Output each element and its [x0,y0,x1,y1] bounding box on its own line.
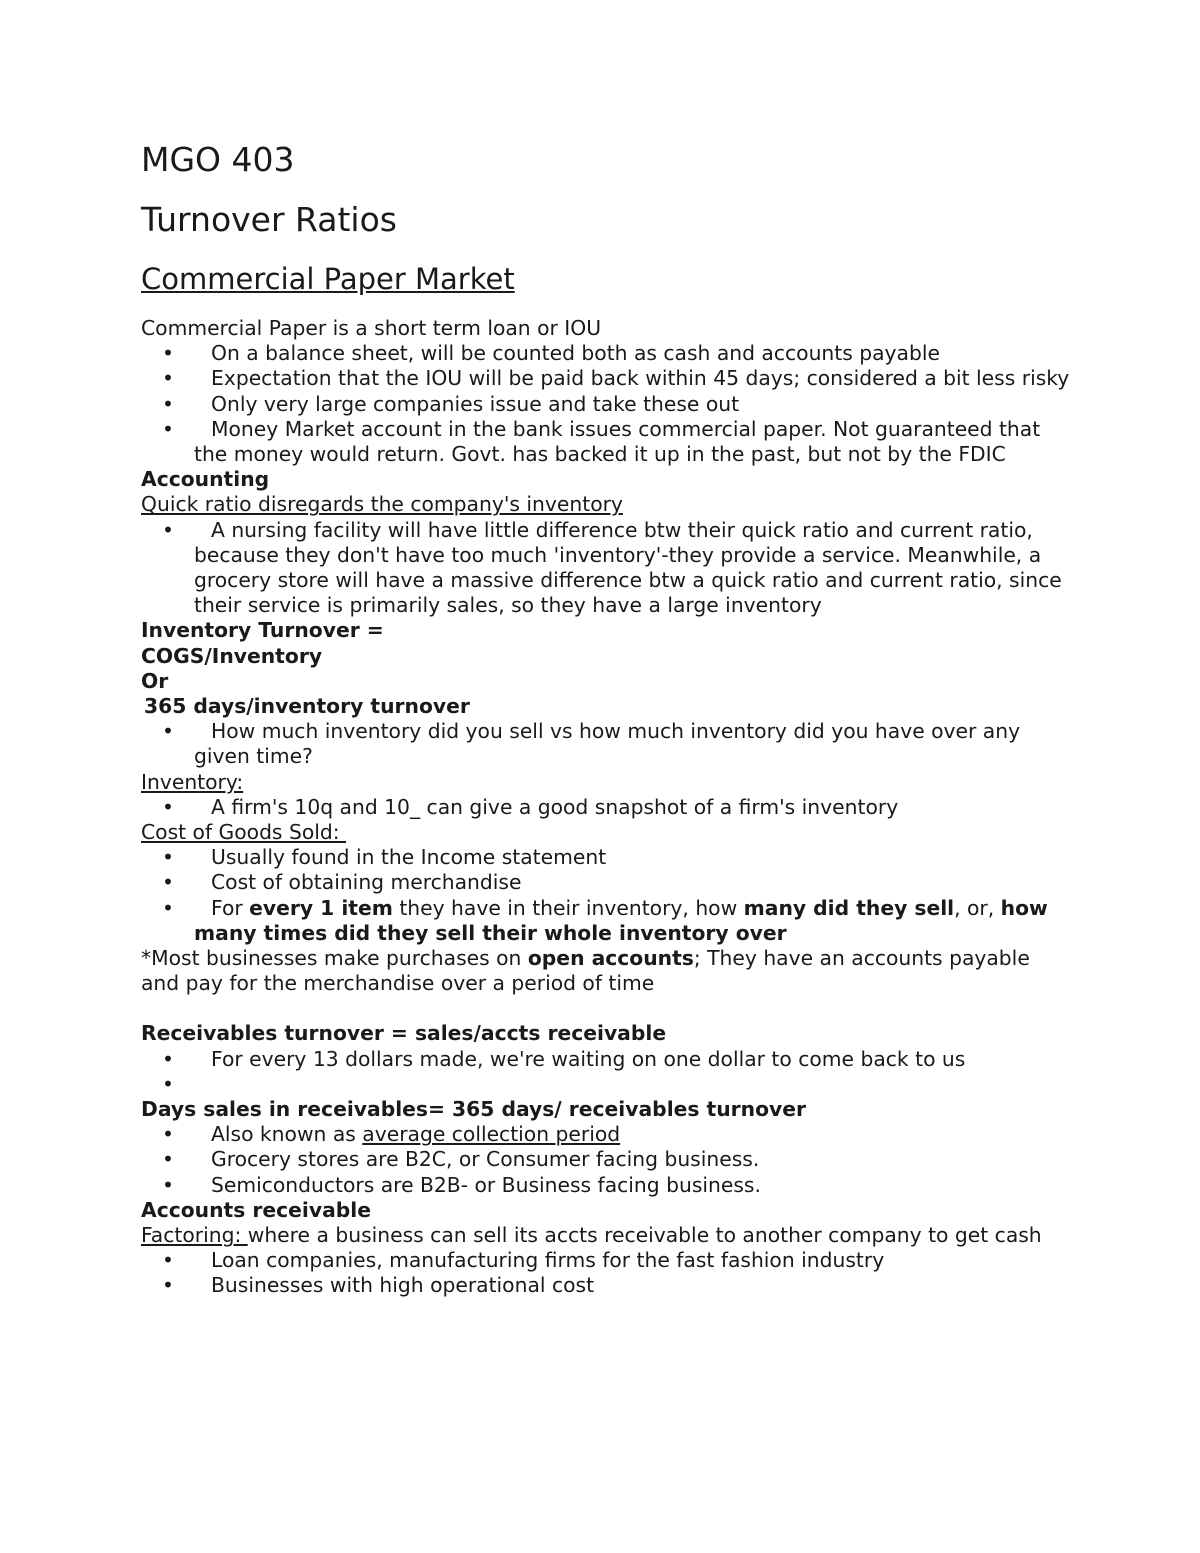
list-item: • Semiconductors are B2B- or Business facing business. [141,1173,1071,1198]
inventory-bullet-list [141,795,1071,820]
bullet-icon: • [162,517,174,542]
bullet-icon: • [162,341,174,366]
list-item: • Expectation that the IOU will be paid back within 45 days; considered a bit less risky [141,366,1071,391]
bullet-icon: • [162,895,174,920]
list-item: • How much inventory did you sell vs how much inventory did you have over any given time? [141,719,1071,769]
open-accounts-note: *Most businesses make purchases on open accounts; They have an accounts payable and pay for the merchandise over a period of time [141,946,1030,996]
inventory-turnover-bullet-list [141,719,1071,769]
list-item: • For every 13 dollars made, we're waiting on one dollar to come back to us [141,1047,1071,1072]
list-item: • Grocery stores are B2C, or Consumer facing business. [141,1147,1071,1172]
course-title: MGO 403 [141,140,295,179]
list-item: • Loan companies, manufacturing firms for the fast fashion industry [141,1248,1071,1273]
list-item: • Also known as average collection period [141,1122,1071,1147]
topic-title: Turnover Ratios [141,200,397,239]
receivables-bullet-list [141,1047,1071,1097]
bullet-icon: • [162,366,174,391]
factoring-bullet-list [141,1248,1071,1298]
bullet-icon: • [162,870,174,895]
cp-bullet-list [141,341,1071,467]
bullet-icon: • [162,1172,174,1197]
document-body [141,316,1071,1299]
inventory-turnover-formula-line2: COGS/Inventory [141,643,323,668]
days-sales-bullet-list [141,1122,1071,1198]
inventory-turnover-formula: Inventory Turnover = [141,618,384,643]
list-item: • A firm's 10q and 10_ can give a good snapshot of a firm's inventory [141,795,1071,820]
cp-intro: Commercial Paper is a short term loan or IOU [141,316,602,340]
accounting-heading: Accounting [141,467,270,492]
quick-ratio-note: Quick ratio disregards the company's inventory [141,492,623,517]
inventory-turnover-days: 365 days/inventory turnover [144,694,470,719]
accounts-receivable-heading: Accounts receivable [141,1197,371,1222]
list-item: • On a balance sheet, will be counted both as cash and accounts payable [141,341,1071,366]
list-item: • Only very large companies issue and take these out [141,392,1071,417]
list-item: • Cost of obtaining merchandise [141,870,1071,895]
list-item: • Money Market account in the bank issues commercial paper. Not guaranteed that the money would return. Govt. has backed it up in the past, but not by the FDIC [141,417,1071,467]
factoring-definition: Factoring: where a business can sell its accts receivable to another company to get cash [141,1222,1042,1247]
bullet-icon: • [162,794,174,819]
inventory-turnover-or: Or [141,668,169,693]
bullet-icon: • [162,1122,174,1147]
list-item: • Usually found in the Income statement [141,845,1071,870]
bullet-icon: • [162,1046,174,1071]
list-item [141,1072,1071,1097]
list-item: • Businesses with high operational cost [141,1273,1071,1298]
cogs-label: Cost of Goods Sold: [141,820,347,845]
bullet-icon: • [162,391,174,416]
inventory-label: Inventory: [141,769,244,794]
bullet-icon: • [162,416,174,441]
list-item: • For every 1 item they have in their inventory, how many did they sell, or, how many times did they sell their whole inventory over [141,896,1071,946]
receivables-turnover-heading: Receivables turnover = sales/accts receivable [141,1021,667,1046]
list-item: • A nursing facility will have little difference btw their quick ratio and current ratio, because they don't have too much 'inventory'-they provide a service. Meanwhile, a grocery store will have a massive difference btw a quick ratio and current ratio, since their service is primarily sales, so they have a large inventory [141,518,1071,619]
cogs-bullet-list [141,845,1071,946]
quick-ratio-bullet-list [141,518,1071,619]
days-sales-heading: Days sales in receivables= 365 days/ receivables turnover [141,1096,807,1121]
section-heading: Commercial Paper Market [141,262,515,296]
bullet-icon: • [162,719,174,744]
bullet-icon: • [162,1273,174,1298]
bullet-icon: • [162,1071,174,1096]
bullet-icon: • [162,845,174,870]
bullet-icon: • [162,1147,174,1172]
bullet-icon: • [162,1248,174,1273]
